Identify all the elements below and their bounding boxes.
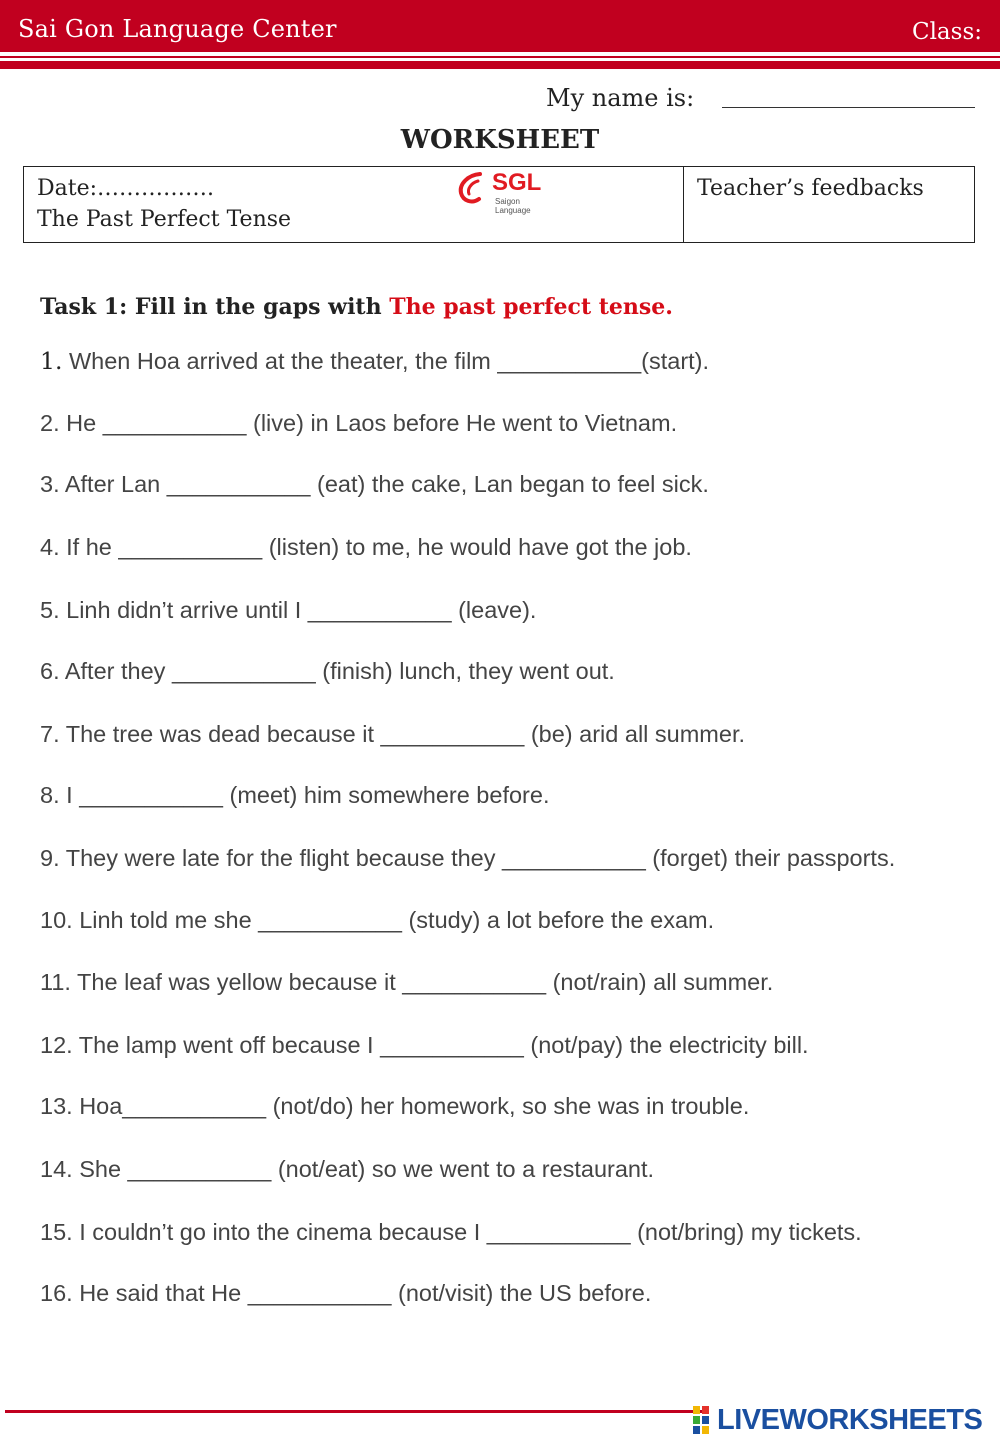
question-item[interactable]: [40, 721, 745, 748]
question-number: 7.: [40, 721, 60, 747]
header-divider-thick: [0, 61, 1000, 69]
question-text: They were late for the flight because they ___________ (forget) their passports.: [59, 845, 896, 871]
liveworksheets-blocks-icon: [693, 1406, 719, 1434]
logo-text: SGL: [492, 169, 542, 196]
question-number: 8.: [40, 782, 60, 808]
question-item[interactable]: [40, 907, 714, 934]
question-text: Hoa___________ (not/do) her homework, so she was in trouble.: [72, 1093, 750, 1119]
question-item[interactable]: [40, 782, 549, 809]
question-item[interactable]: [40, 534, 692, 561]
question-item[interactable]: [40, 1093, 749, 1120]
question-number: 15.: [40, 1219, 73, 1245]
question-text: The leaf was yellow because it ___________ (not/rain) all summer.: [70, 969, 774, 995]
question-text: The tree was dead because it ___________ (be) arid all summer.: [59, 721, 746, 747]
task-heading: [40, 294, 673, 320]
question-text: I ___________ (meet) him somewhere before.: [59, 782, 550, 808]
question-item[interactable]: [40, 1156, 654, 1183]
question-text: She ___________ (not/eat) so we went to a restaurant.: [72, 1156, 655, 1182]
question-item[interactable]: [40, 658, 615, 685]
logo-subtext: Saigon Language: [495, 197, 531, 215]
header-divider-thin: [0, 56, 1000, 58]
question-number: 10.: [40, 907, 73, 933]
question-item[interactable]: [40, 597, 536, 624]
footer-divider: [5, 1410, 705, 1413]
question-number: 3.: [40, 471, 60, 497]
question-number: 9.: [40, 845, 60, 871]
question-number: 16.: [40, 1280, 73, 1306]
question-number: 13.: [40, 1093, 73, 1119]
question-item[interactable]: [40, 969, 773, 996]
liveworksheets-brand: LIVEWORKSHEETS: [717, 1404, 983, 1436]
sgl-logo: [456, 169, 556, 215]
question-item[interactable]: [40, 471, 709, 498]
question-text: Linh told me she ___________ (study) a lot before the exam.: [72, 907, 715, 933]
question-text: After they ___________ (finish) lunch, they went out.: [59, 658, 615, 684]
question-number: 12.: [40, 1032, 73, 1058]
question-text: When Hoa arrived at the theater, the film ___________(start).: [62, 348, 710, 374]
question-text: I couldn’t go into the cinema because I ___________ (not/bring) my tickets.: [72, 1219, 862, 1245]
question-text: If he ___________ (listen) to me, he would have got the job.: [59, 534, 692, 560]
question-number: 2.: [40, 410, 60, 436]
page-title: WORKSHEET: [400, 125, 600, 155]
sgl-logo-icon: [456, 171, 490, 207]
question-text: He ___________ (live) in Laos before He went to Vietnam.: [59, 410, 678, 436]
task-prefix: Task 1: Fill in the gaps with: [40, 294, 390, 320]
question-text: Linh didn’t arrive until I ___________ (leave).: [59, 597, 537, 623]
question-item[interactable]: [40, 1219, 862, 1246]
info-divider: [683, 167, 684, 242]
task-highlight: The past perfect tense.: [389, 294, 673, 320]
question-number: 11.: [40, 969, 71, 995]
question-text: The lamp went off because I ___________ (not/pay) the electricity bill.: [72, 1032, 809, 1058]
date-field: Date:…………….: [37, 176, 215, 201]
liveworksheets-logo: [693, 1404, 993, 1438]
topic-label: The Past Perfect Tense: [37, 207, 292, 232]
question-number: 4.: [40, 534, 60, 560]
question-item[interactable]: [40, 410, 677, 437]
name-label: My name is:: [546, 84, 695, 112]
info-box: [23, 166, 975, 243]
question-text: After Lan ___________ (eat) the cake, Lan began to feel sick.: [59, 471, 709, 497]
question-item[interactable]: [40, 1280, 651, 1307]
question-number: 5.: [40, 597, 60, 623]
class-label: Class:: [911, 19, 982, 45]
header-bar: [0, 0, 1000, 52]
feedback-label: Teacher’s feedbacks: [697, 176, 924, 201]
question-item[interactable]: [40, 845, 895, 872]
question-number: 6.: [40, 658, 60, 684]
question-number: 1.: [40, 347, 63, 375]
question-item[interactable]: [40, 1032, 809, 1059]
center-name: Sai Gon Language Center: [18, 15, 337, 43]
question-item[interactable]: [40, 347, 709, 375]
question-number: 14.: [40, 1156, 73, 1182]
question-text: He said that He ___________ (not/visit) the US before.: [72, 1280, 652, 1306]
name-field[interactable]: [722, 107, 975, 108]
